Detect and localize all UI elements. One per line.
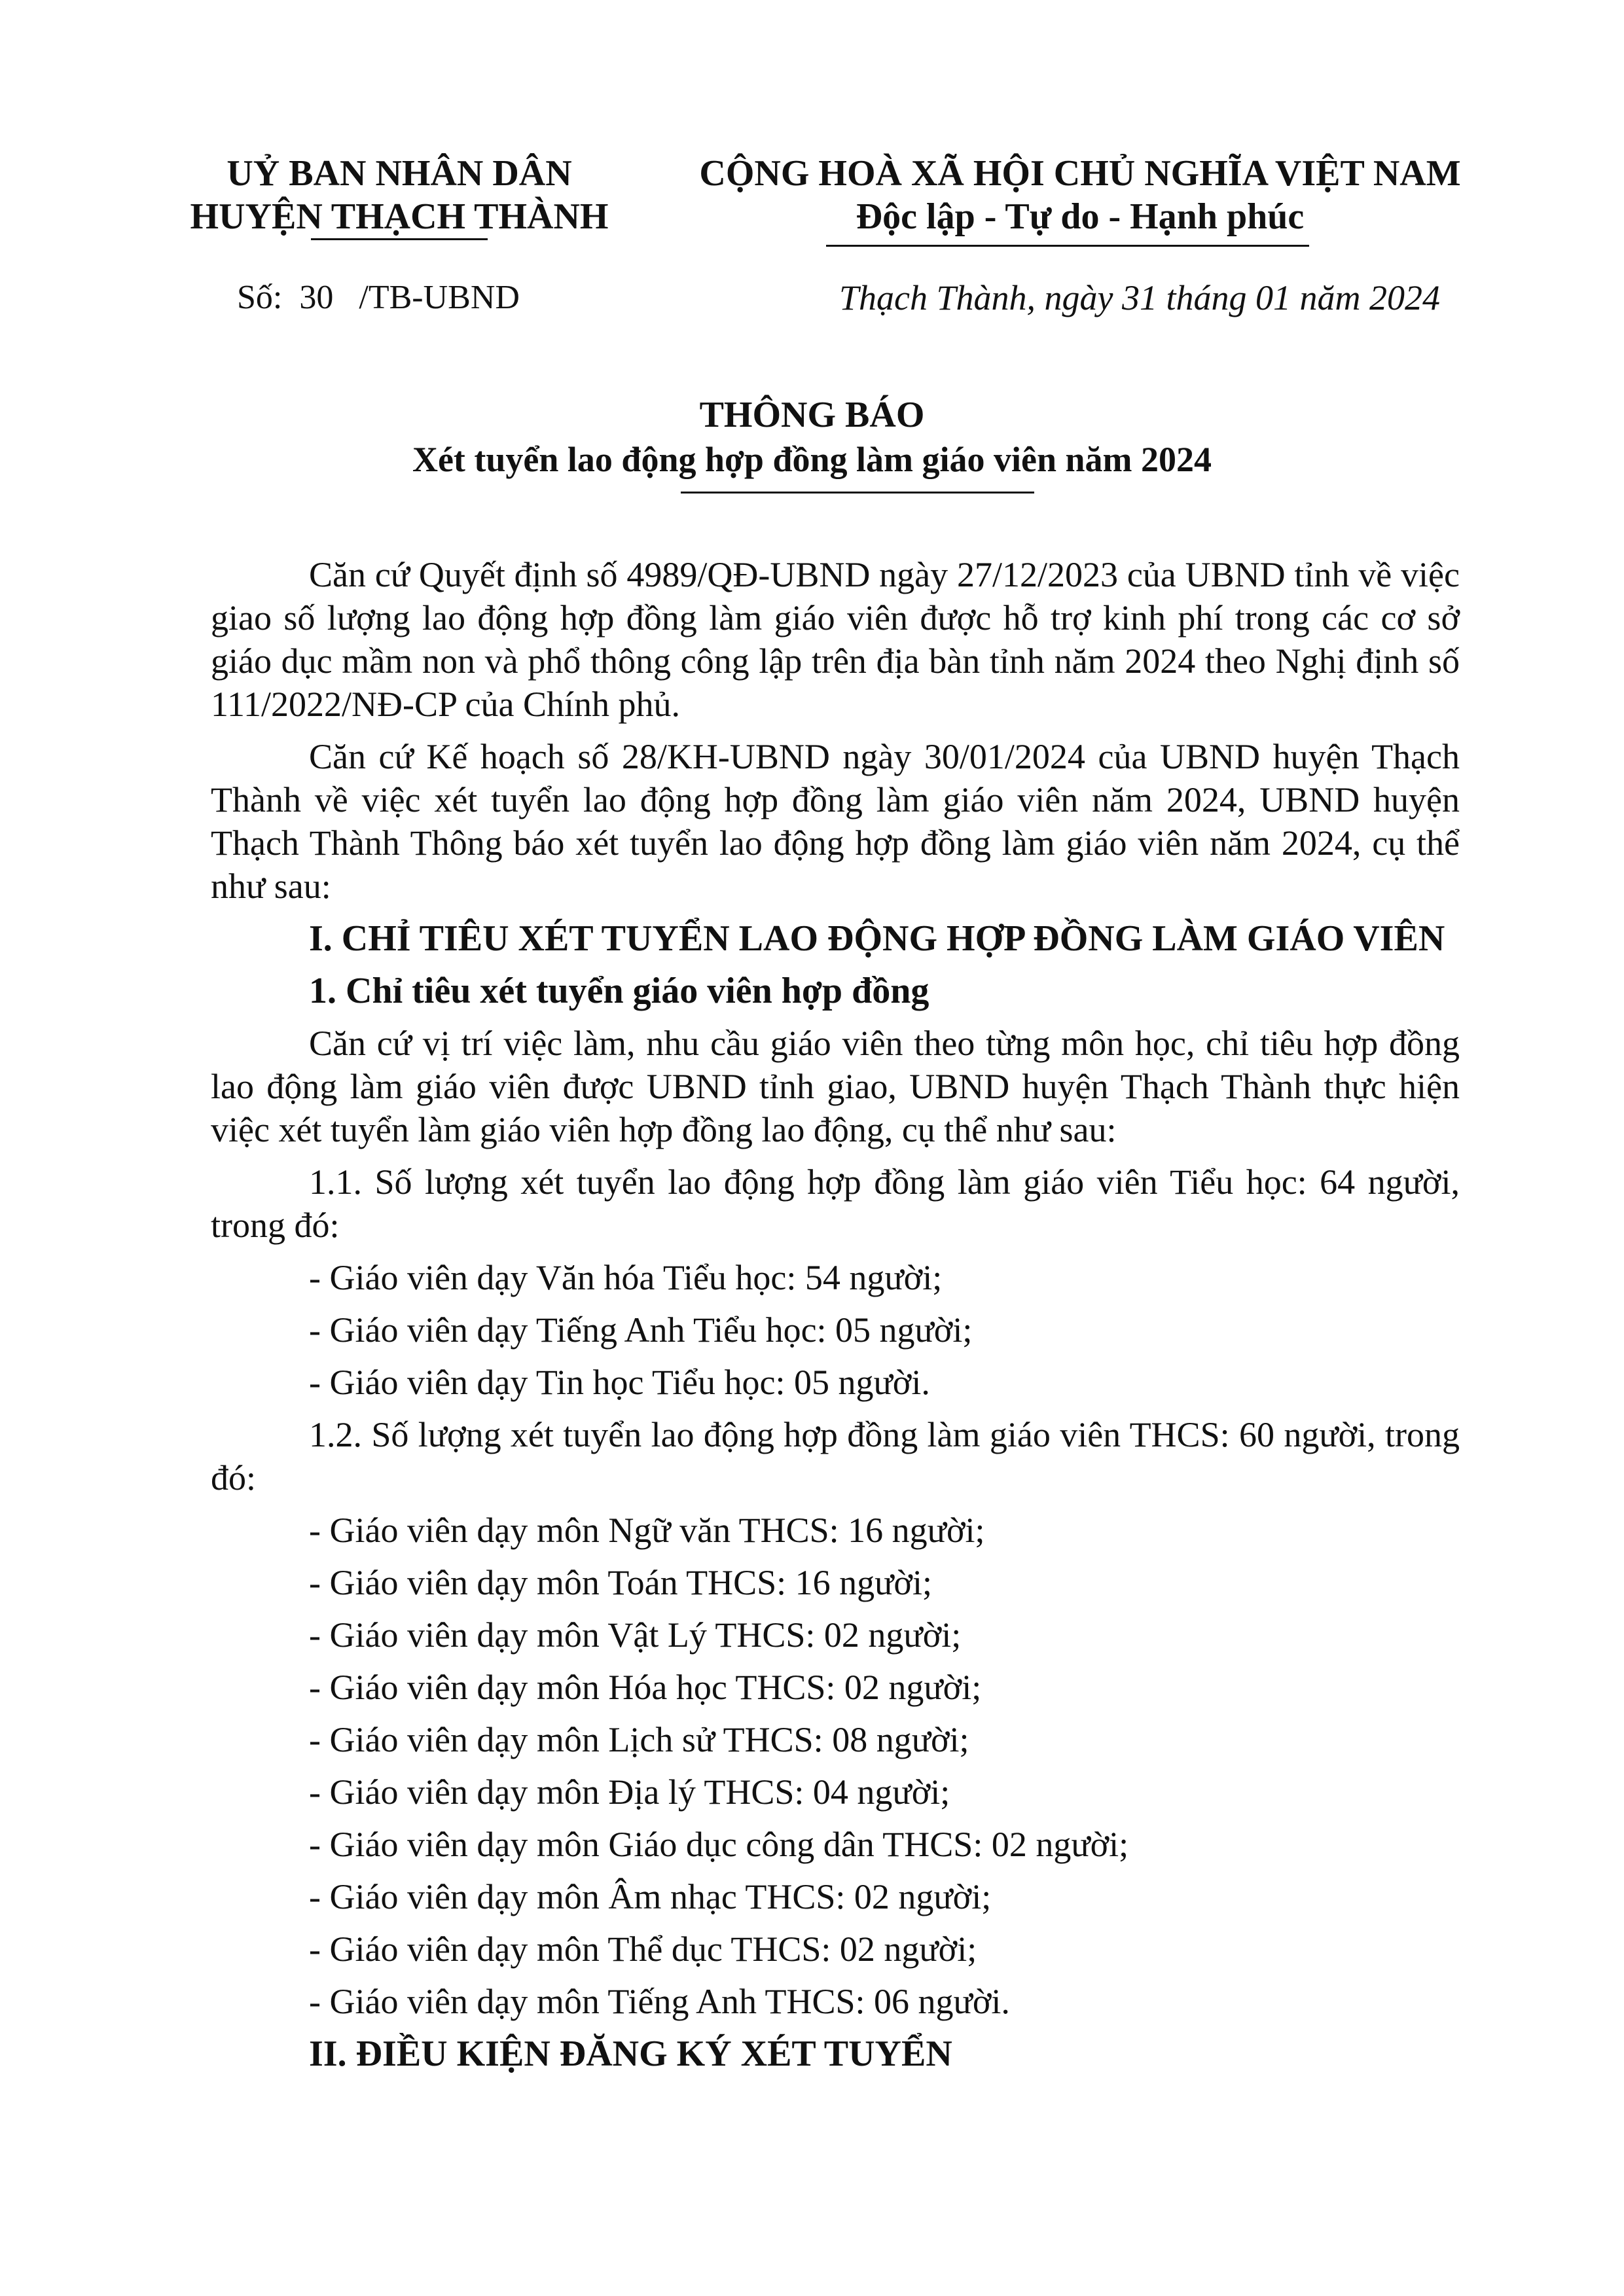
title-line-2: Xét tuyển lao động hợp đồng làm giáo viên năm 2024	[412, 440, 1212, 479]
place-and-date: Thạch Thành, ngày 31 tháng 01 năm 2024	[839, 278, 1440, 317]
list-item: - Giáo viên dạy môn Âm nhạc THCS: 02 người;	[309, 1877, 992, 1916]
agency-underline	[311, 238, 488, 240]
title-underline	[681, 492, 1034, 493]
list-item: - Giáo viên dạy môn Lịch sử THCS: 08 người;	[309, 1720, 969, 1759]
document-body	[211, 553, 1460, 2085]
item-1-1: 1.1. Số lượng xét tuyển lao động hợp đồng làm giáo viên Tiểu học: 64 người, trong đó:	[211, 1162, 1460, 1245]
issuing-agency	[164, 152, 635, 238]
list-item: - Giáo viên dạy môn Hóa học THCS: 02 người;	[309, 1668, 982, 1707]
list-item: - Giáo viên dạy môn Tiếng Anh THCS: 06 người.	[309, 1982, 1010, 2021]
section-heading-2: II. ĐIỀU KIỆN ĐĂNG KÝ XÉT TUYỂN	[309, 2034, 952, 2074]
paragraph-legal-basis-1: Căn cứ Quyết định số 4989/QĐ-UBND ngày 27/12/2023 của UBND tỉnh về việc giao số lượng lao động hợp đồng làm giáo viên được hỗ trợ kinh phí trong các cơ sở giáo dục mầm non và phổ thông công lập trên địa bàn tỉnh năm 2024 theo Nghị định số 111/2022/NĐ-CP của Chính phủ.	[211, 555, 1460, 724]
subsection-heading-1: 1. Chỉ tiêu xét tuyển giáo viên hợp đồng	[309, 971, 929, 1011]
list-item: - Giáo viên dạy môn Thể dục THCS: 02 người;	[309, 1929, 977, 1969]
paragraph-quota-basis: Căn cứ vị trí việc làm, nhu cầu giáo viên theo từng môn học, chỉ tiêu hợp đồng lao động làm giáo viên được UBND tỉnh giao, UBND huyện Thạch Thành thực hiện việc xét tuyển làm giáo viên hợp đồng lao động, cụ thể như sau:	[211, 1024, 1460, 1149]
list-item: - Giáo viên dạy môn Giáo dục công dân THCS: 02 người;	[309, 1825, 1129, 1864]
list-item: - Giáo viên dạy Tiếng Anh Tiểu học: 05 người;	[309, 1310, 973, 1350]
list-item: - Giáo viên dạy Văn hóa Tiểu học: 54 người;	[309, 1258, 943, 1297]
agency-line-1: UỶ BAN NHÂN DÂN	[226, 153, 572, 194]
document-title	[131, 393, 1493, 482]
section-heading-1: I. CHỈ TIÊU XÉT TUYỂN LAO ĐỘNG HỢP ĐỒNG LÀM GIÁO VIÊN	[309, 918, 1445, 959]
title-line-1: THÔNG BÁO	[699, 395, 925, 435]
list-item: - Giáo viên dạy môn Ngữ văn THCS: 16 người;	[309, 1511, 985, 1550]
motto-underline	[826, 245, 1309, 247]
item-1-2: 1.2. Số lượng xét tuyển lao động hợp đồng làm giáo viên THCS: 60 người, trong đó:	[211, 1415, 1460, 1498]
list-item: - Giáo viên dạy môn Vật Lý THCS: 02 người;	[309, 1615, 962, 1655]
list-item: - Giáo viên dạy môn Địa lý THCS: 04 người;	[309, 1772, 950, 1812]
paragraph-legal-basis-2: Căn cứ Kế hoạch số 28/KH-UBND ngày 30/01/2024 của UBND huyện Thạch Thành về việc xét tuyển lao động hợp đồng làm giáo viên năm 2024, UBND huyện Thạch Thành Thông báo xét tuyển lao động hợp đồng làm giáo viên năm 2024, cụ thể như sau:	[211, 737, 1460, 906]
agency-line-2: HUYỆN THẠCH THÀNH	[190, 196, 609, 237]
list-item: - Giáo viên dạy môn Toán THCS: 16 người;	[309, 1563, 932, 1602]
nation-line-1: CỘNG HOÀ XÃ HỘI CHỦ NGHĨA VIỆT NAM	[699, 153, 1461, 194]
nation-line-2: Độc lập - Tự do - Hạnh phúc	[856, 196, 1305, 237]
document-number: Số: 30 /TB-UBND	[237, 279, 520, 316]
national-motto	[674, 152, 1486, 238]
list-item: - Giáo viên dạy Tin học Tiểu học: 05 người.	[309, 1363, 930, 1402]
